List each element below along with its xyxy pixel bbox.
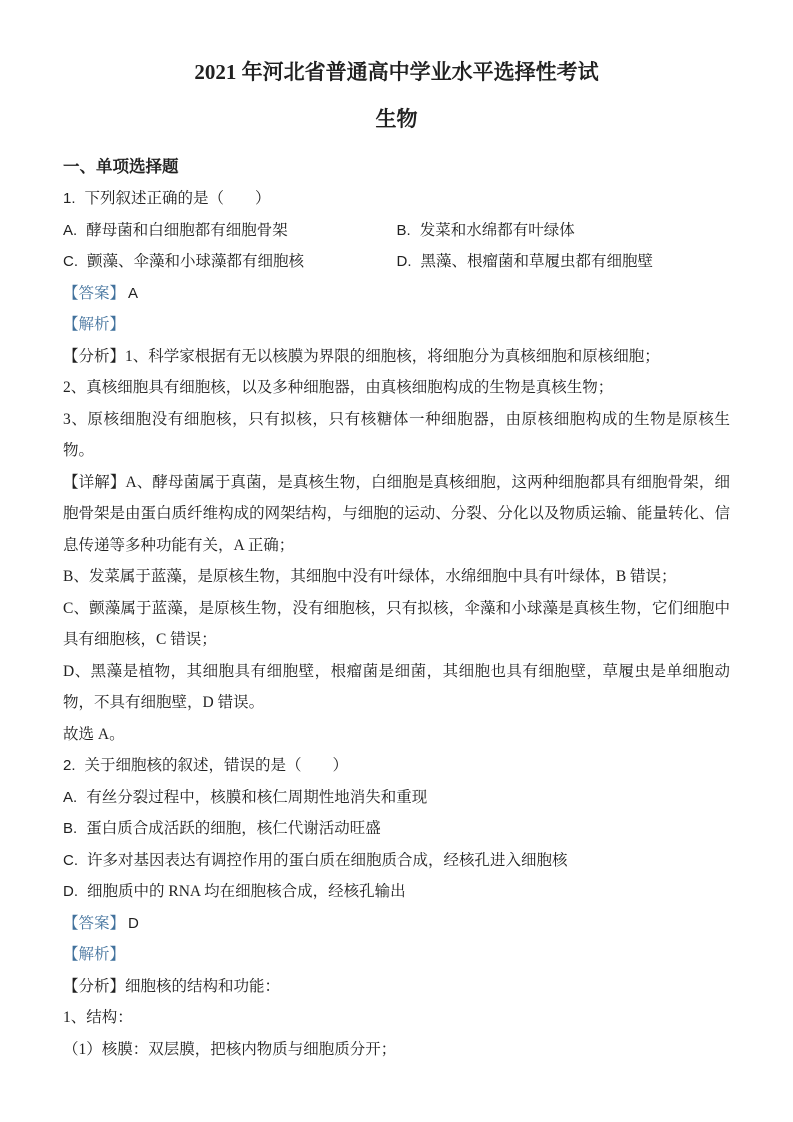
question-2-option-d xyxy=(63,876,730,908)
exam-subject: 生物 xyxy=(375,107,418,131)
question-2-option-b xyxy=(63,813,730,845)
option-label: C. xyxy=(63,851,78,869)
option-text: 酵母菌和白细胞都有细胞骨架 xyxy=(86,221,288,239)
question-1-option-d xyxy=(397,246,731,278)
question-2-stem-text: 关于细胞核的叙述，错误的是（ ） xyxy=(84,757,349,774)
question-1-detail-paragraph: C、颤藻属于蓝藻，是原核生物，没有细胞核，只有拟核，伞藻和小球藻是真核生物，它们细胞中具有细胞核，C 错误； xyxy=(63,599,730,648)
question-2-number: 2. xyxy=(63,757,76,774)
answer-tag: 【答案】 xyxy=(63,914,126,932)
analysis-tag: 【解析】 xyxy=(63,316,126,333)
section-heading: 一、单项选择题 xyxy=(63,157,179,176)
analysis-tag: 【解析】 xyxy=(63,946,126,963)
question-2-analysis-paragraph: 【分析】细胞核的结构和功能： xyxy=(63,977,281,995)
question-1-options-row-1 xyxy=(63,215,730,247)
option-text: 细胞质中的 RNA 均在细胞核合成，经核孔输出 xyxy=(87,883,406,900)
question-1-stem-text: 下列叙述正确的是（ ） xyxy=(84,190,271,207)
question-1-analysis-tag-line xyxy=(63,309,730,341)
question-2-analysis-paragraph: （1）核膜：双层膜，把核内物质与细胞质分开； xyxy=(63,1040,397,1058)
question-1-stem xyxy=(63,183,730,215)
option-text: 发菜和水绵都有叶绿体 xyxy=(419,221,575,239)
answer-tag: 【答案】 xyxy=(63,284,126,302)
option-label: A. xyxy=(63,788,78,806)
option-text: 蛋白质合成活跃的细胞，核仁代谢活动旺盛 xyxy=(86,820,381,837)
question-2-analysis-tag-line xyxy=(63,939,730,971)
option-label: A. xyxy=(63,221,78,239)
question-1-number: 1. xyxy=(63,190,76,207)
question-1-option-c xyxy=(63,246,397,278)
option-label: D. xyxy=(63,883,78,900)
question-2-analysis-paragraph: 1、结构： xyxy=(63,1009,133,1026)
question-2-stem xyxy=(63,750,730,782)
question-2-option-c xyxy=(63,845,730,877)
option-label: D. xyxy=(396,253,412,270)
question-2-answer-line xyxy=(63,908,730,940)
question-2-option-a xyxy=(63,782,730,814)
question-1-detail-paragraph: D、黑藻是植物，其细胞具有细胞壁，根瘤菌是细菌，其细胞也具有细胞壁，草履虫是单细胞动物，不具有细胞壁，D 错误。 xyxy=(63,662,730,711)
option-label: B. xyxy=(396,221,411,239)
option-text: 颤藻、伞藻和小球藻都有细胞核 xyxy=(87,253,305,270)
question-1-analysis-paragraph: 2、真核细胞具有细胞核，以及多种细胞器，由真核细胞构成的生物是真核生物； xyxy=(63,379,614,396)
exam-title: 2021 年河北省普通高中学业水平选择性考试 xyxy=(194,60,599,84)
option-text: 黑藻、根瘤菌和草履虫都有细胞壁 xyxy=(420,253,654,270)
question-1-analysis-paragraph: 3、原核细胞没有细胞核，只有拟核，只有核糖体一种细胞器，由原核细胞构成的生物是原核生物。 xyxy=(63,410,730,459)
question-1-conclusion: 故选 A。 xyxy=(63,725,125,743)
option-label: C. xyxy=(63,253,78,270)
option-text: 许多对基因表达有调控作用的蛋白质在细胞质合成，经核孔进入细胞核 xyxy=(87,851,568,869)
question-1-detail-paragraph: 【详解】A、酵母菌属于真菌，是真核生物，白细胞是真核细胞，这两种细胞都具有细胞骨架，细胞骨架是由蛋白质纤维构成的网架结构，与细胞的运动、分裂、分化以及物质运输、能量转化、信息传递等多种功能有关，A 正确； xyxy=(63,473,730,554)
question-1-analysis-paragraph: 【分析】1、科学家根据有无以核膜为界限的细胞核，将细胞分为真核细胞和原核细胞； xyxy=(63,347,660,365)
option-label: B. xyxy=(63,820,78,837)
question-1-option-b xyxy=(397,215,731,247)
answer-value: D xyxy=(128,914,139,932)
question-1-answer-line xyxy=(63,278,730,310)
question-1-options-row-2 xyxy=(63,246,730,278)
question-1-option-a xyxy=(63,215,397,247)
question-1-detail-paragraph: B、发菜属于蓝藻，是原核生物，其细胞中没有叶绿体，水绵细胞中具有叶绿体，B 错误； xyxy=(63,568,677,585)
option-text: 有丝分裂过程中，核膜和核仁周期性地消失和重现 xyxy=(86,788,428,806)
answer-value: A xyxy=(128,284,139,302)
